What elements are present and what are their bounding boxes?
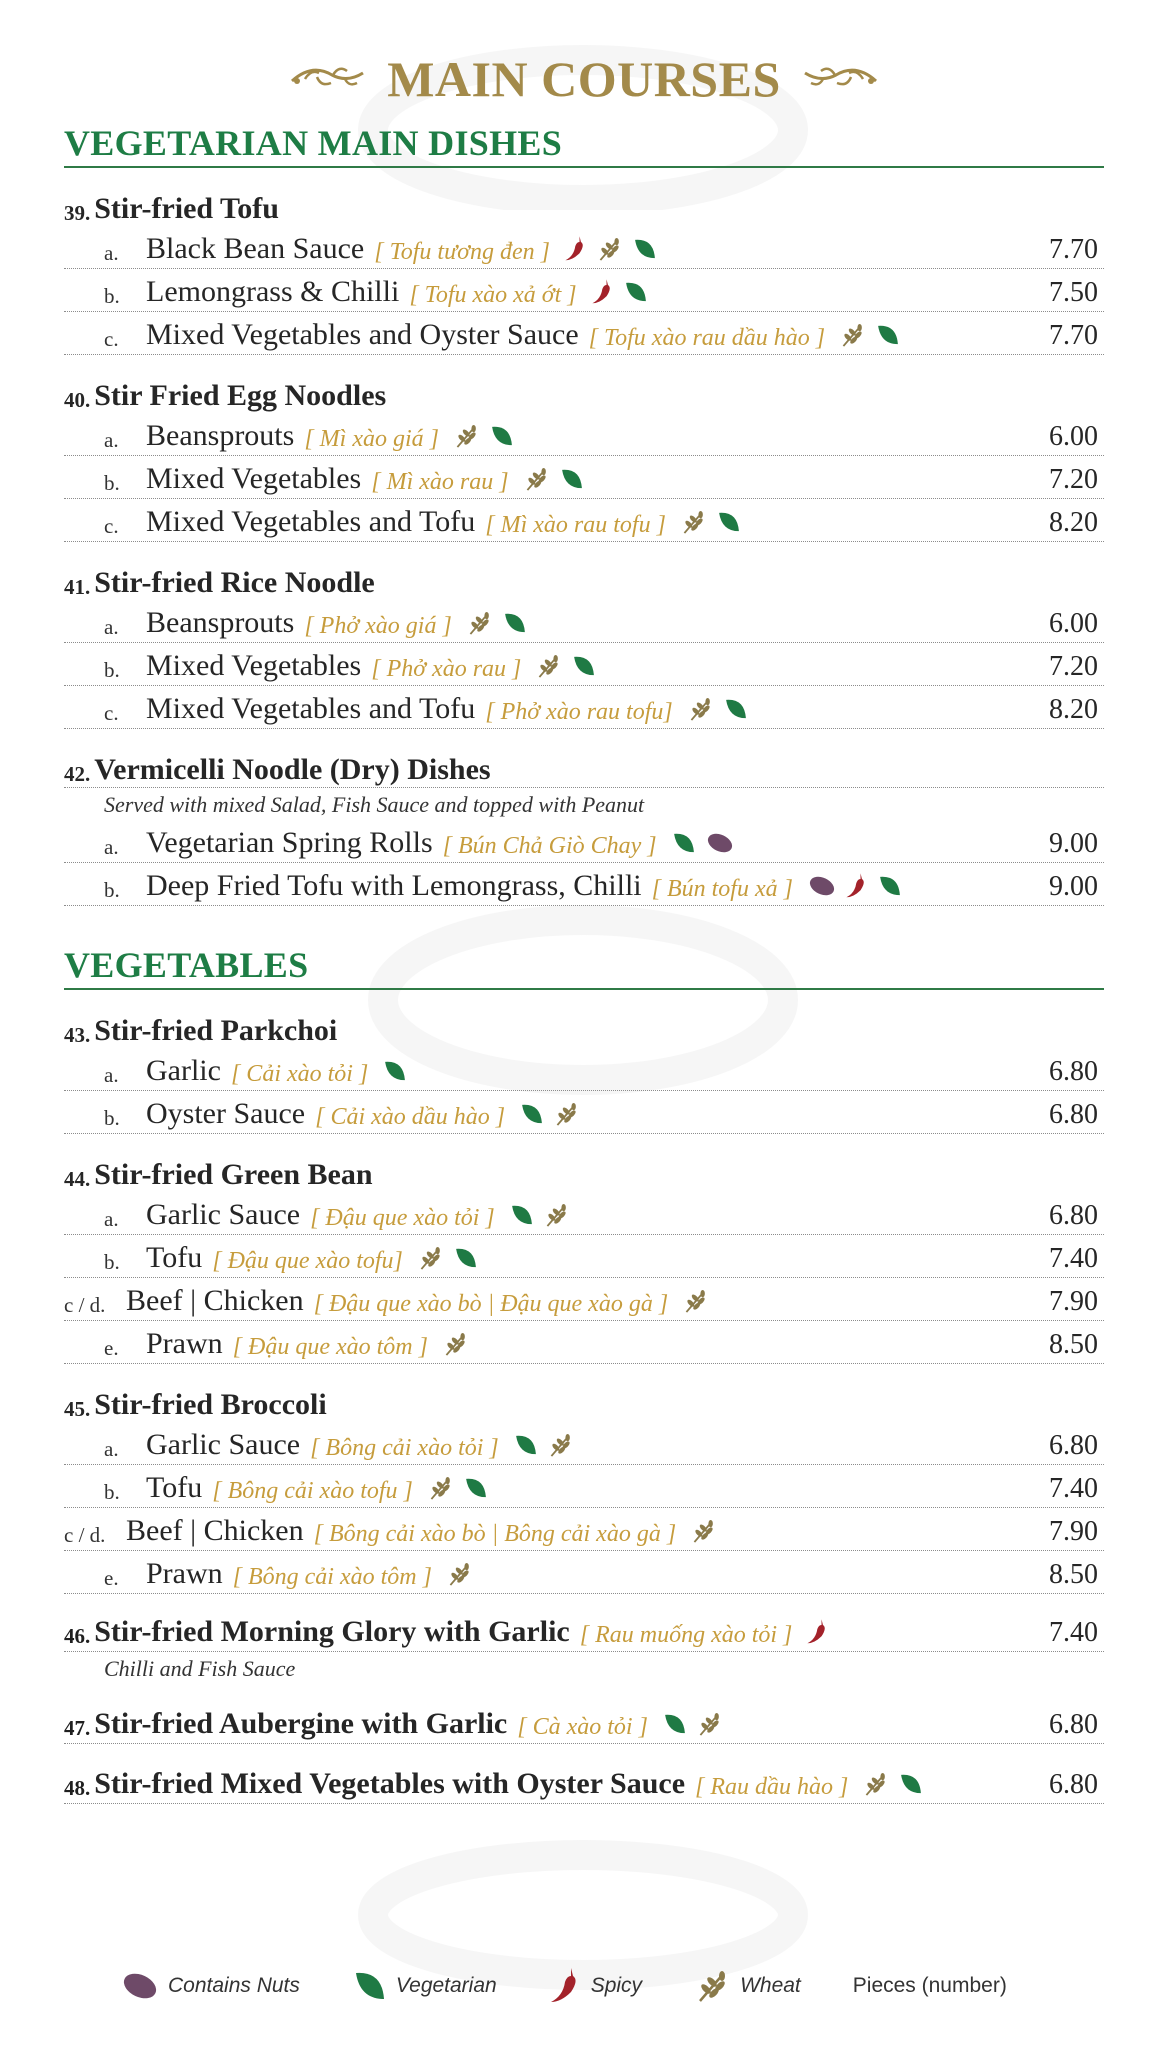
group-note: Served with mixed Salad, Fish Sauce and topped with Peanut (104, 792, 645, 817)
wheat-icon (680, 508, 708, 536)
menu-group (64, 556, 1104, 729)
item-name: Garlic (146, 1054, 221, 1087)
menu-item-row (64, 413, 1104, 456)
vegetarian-icon (662, 1712, 688, 1736)
wheat-icon (596, 235, 624, 263)
vietnamese-name: [ Bông cải xào tofu ] (212, 1478, 413, 1504)
dietary-icons (671, 824, 735, 856)
vegetarian-icon (453, 1246, 479, 1270)
menu-item-row (64, 820, 1104, 863)
menu-header (64, 44, 1104, 114)
item-price: 7.90 (1049, 1516, 1098, 1547)
dietary-icons (839, 315, 901, 349)
vegetarian-icon (623, 280, 649, 304)
item-name: Beansprouts (146, 419, 295, 452)
dietary-icons (523, 459, 585, 493)
item-label: b. (104, 1480, 120, 1504)
group-title (64, 556, 1104, 600)
item-name: Mixed Vegetables (146, 462, 362, 495)
dietary-icons (519, 1094, 581, 1128)
item-number: 40. (64, 388, 91, 412)
item-price: 6.80 (1049, 1769, 1098, 1800)
ornament-right-icon (801, 59, 881, 99)
menu-item-row (64, 1551, 1104, 1594)
item-name: Stir-fried Morning Glory with Garlic (94, 1615, 570, 1648)
item-name: Mixed Vegetables and Oyster Sauce (146, 318, 579, 351)
menu-item-row (64, 1321, 1104, 1364)
group-title (64, 1004, 1104, 1048)
menu-item-row (64, 1508, 1104, 1551)
legend-wheat (694, 1967, 801, 2005)
group-name: Stir-fried Rice Noodle (94, 566, 375, 599)
legend-vegetarian (352, 1969, 497, 2003)
item-price: 8.20 (1049, 694, 1098, 725)
item-label: a. (104, 1063, 119, 1087)
vegetarian-icon (513, 1433, 539, 1457)
dietary-icons (682, 1281, 710, 1315)
vegetarian-icon (382, 1059, 408, 1083)
item-price: 6.80 (1049, 1709, 1098, 1740)
menu-item-row (64, 456, 1104, 499)
item-price: 8.50 (1049, 1559, 1098, 1590)
spicy-icon (564, 234, 588, 264)
item-price: 6.80 (1049, 1099, 1098, 1130)
item-label: b. (104, 471, 120, 495)
group-name: Stir Fried Egg Noodles (94, 379, 387, 412)
dietary-icons (446, 1554, 474, 1588)
menu-group (64, 1608, 1104, 1684)
vietnamese-name: [ Rau muống xào tỏi ] (579, 1622, 793, 1648)
menu-page (64, 44, 1104, 1804)
wheat-icon (446, 1560, 474, 1588)
vietnamese-name: [ Tofu xào rau dầu hào ] (588, 325, 826, 351)
wheat-icon (696, 1710, 724, 1738)
group-name: Stir-fried Green Bean (94, 1158, 373, 1191)
group-name: Stir-fried Parkchoi (94, 1014, 338, 1047)
vegetarian-icon (571, 654, 597, 678)
item-name: Beef | Chicken (126, 1284, 304, 1317)
vietnamese-name: [ Mì xào giá ] (304, 426, 439, 452)
dietary-icons (862, 1764, 924, 1798)
dietary-icons (687, 689, 749, 723)
item-price: 6.80 (1049, 1200, 1098, 1231)
vietnamese-name: [ Cải xào dầu hào ] (315, 1104, 506, 1130)
vietnamese-name: [ Phở xào rau ] (371, 656, 522, 682)
dietary-icons (806, 1611, 830, 1647)
section-heading: VEGETARIAN MAIN DISHES (64, 122, 1104, 168)
item-label: c. (104, 327, 119, 351)
wheat-icon (417, 1244, 445, 1272)
vegetarian-icon (632, 237, 658, 261)
wheat-icon (466, 609, 494, 637)
item-price: 8.20 (1049, 507, 1098, 538)
item-name: Mixed Vegetables and Tofu (146, 692, 476, 725)
dietary-icons (453, 416, 515, 450)
item-label: e. (104, 1336, 119, 1360)
item-price: 7.70 (1049, 320, 1098, 351)
item-price: 7.20 (1049, 464, 1098, 495)
menu-item-row (64, 1608, 1104, 1652)
menu-item-row (64, 1760, 1104, 1804)
wheat-icon (682, 1287, 710, 1315)
page-title: MAIN COURSES (387, 51, 781, 107)
vietnamese-name: [ Bông cải xào tỏi ] (310, 1435, 499, 1461)
dietary-icons (690, 1511, 718, 1545)
item-name: Beansprouts (146, 606, 295, 639)
vietnamese-name: [ Bông cải xào tôm ] (232, 1564, 432, 1590)
vietnamese-name: [ Cải xào tỏi ] (230, 1061, 369, 1087)
legend-spicy (549, 1966, 642, 2006)
menu-group (64, 369, 1104, 542)
item-price: 7.50 (1049, 277, 1098, 308)
item-price: 6.00 (1049, 608, 1098, 639)
spicy-icon (549, 1966, 583, 2006)
item-label: a. (104, 1207, 119, 1231)
dietary-icons (442, 1324, 470, 1358)
vietnamese-name: [ Bún tofu xả ] (651, 876, 793, 902)
legend-wheat-label: Wheat (740, 1974, 801, 1997)
menu-group (64, 182, 1104, 355)
item-price: 7.90 (1049, 1286, 1098, 1317)
vegetarian-icon (509, 1203, 535, 1227)
nut-icon (705, 830, 735, 856)
legend-nuts (120, 1969, 300, 2003)
dietary-icons (591, 271, 649, 307)
item-label: a. (104, 428, 119, 452)
item-name: Deep Fried Tofu with Lemongrass, Chilli (146, 869, 642, 902)
vietnamese-name: [ Bún Chả Giò Chay ] (442, 833, 657, 859)
item-number: 41. (64, 575, 91, 599)
menu-item-row (64, 1278, 1104, 1321)
group-name: Stir-fried Broccoli (94, 1388, 327, 1421)
item-number: 45. (64, 1397, 91, 1421)
group-title (64, 1378, 1104, 1422)
wheat-icon (442, 1330, 470, 1358)
item-number: 46. (64, 1624, 91, 1648)
section-heading: VEGETABLES (64, 944, 1104, 990)
menu-item-row (64, 226, 1104, 269)
menu-item-row (64, 1235, 1104, 1278)
item-name: Stir-fried Mixed Vegetables with Oyster Sauce (94, 1767, 686, 1800)
item-price: 7.70 (1049, 234, 1098, 265)
dietary-icons (807, 865, 903, 901)
spicy-icon (806, 1617, 830, 1647)
item-label: e. (104, 1566, 119, 1590)
item-price: 7.20 (1049, 651, 1098, 682)
group-title (64, 369, 1104, 413)
legend-nuts-label: Contains Nuts (168, 1974, 300, 1997)
vegetarian-icon (502, 611, 528, 635)
menu-group (64, 1760, 1104, 1804)
item-name: Beef | Chicken (126, 1514, 304, 1547)
item-price: 8.50 (1049, 1329, 1098, 1360)
spicy-icon (845, 871, 869, 901)
group-name: Stir-fried Tofu (94, 192, 279, 225)
item-name: Tofu (146, 1471, 203, 1504)
menu-item-row (64, 1700, 1104, 1744)
dietary-icons (680, 502, 742, 536)
vietnamese-name: [ Mì xào rau tofu ] (485, 512, 666, 538)
group-title (64, 1148, 1104, 1192)
wheat-icon (427, 1474, 455, 1502)
dietary-icons (513, 1425, 575, 1459)
item-name: Stir-fried Aubergine with Garlic (94, 1707, 508, 1740)
item-note: Chilli and Fish Sauce (104, 1656, 296, 1681)
item-price: 6.80 (1049, 1056, 1098, 1087)
item-label: a. (104, 835, 119, 859)
vietnamese-name: [ Đậu que xào tôm ] (232, 1334, 428, 1360)
menu-group (64, 1700, 1104, 1744)
menu-group (64, 1004, 1104, 1134)
menu-item-row (64, 269, 1104, 312)
item-number: 44. (64, 1167, 91, 1191)
item-label: b. (104, 658, 120, 682)
item-label: c / d. (64, 1293, 106, 1317)
dietary-icons (662, 1704, 724, 1738)
dietary-icons (509, 1195, 571, 1229)
wheat-icon (862, 1770, 890, 1798)
vegetarian-icon (898, 1772, 924, 1796)
menu-group (64, 743, 1104, 906)
item-name: Vegetarian Spring Rolls (146, 826, 433, 859)
wheat-icon (453, 422, 481, 450)
item-name: Mixed Vegetables (146, 649, 362, 682)
nut-icon (120, 1969, 160, 2003)
nut-icon (807, 873, 837, 899)
item-price: 9.00 (1049, 871, 1098, 902)
dietary-icons (564, 228, 658, 264)
dietary-icons (382, 1053, 408, 1083)
legend-spicy-label: Spicy (590, 1974, 643, 1997)
item-label: a. (104, 241, 119, 265)
wheat-icon (547, 1431, 575, 1459)
menu-item-row (64, 1048, 1104, 1091)
vegetarian-icon (723, 697, 749, 721)
menu-item-row (64, 1465, 1104, 1508)
item-name: Tofu (146, 1241, 203, 1274)
vietnamese-name: [ Tofu xào xả ớt ] (409, 282, 577, 308)
wheat-icon (553, 1100, 581, 1128)
legend-pieces (853, 1974, 1007, 1998)
item-name: Oyster Sauce (146, 1097, 306, 1130)
menu-item-row (64, 643, 1104, 686)
legend-pieces-label: Pieces (number) (852, 1974, 1007, 1997)
menu-item-row (64, 600, 1104, 643)
item-price: 7.40 (1049, 1243, 1098, 1274)
wheat-icon (523, 465, 551, 493)
item-label: a. (104, 615, 119, 639)
wheat-icon (687, 695, 715, 723)
dietary-icons (427, 1468, 489, 1502)
wheat-icon (543, 1201, 571, 1229)
item-label: b. (104, 1250, 120, 1274)
menu-item-row (64, 1422, 1104, 1465)
item-price: 6.00 (1049, 421, 1098, 452)
dietary-icons (466, 603, 528, 637)
menu-group (64, 1148, 1104, 1364)
vietnamese-name: [ Cà xào tỏi ] (517, 1714, 648, 1740)
vegetarian-icon (877, 874, 903, 898)
group-name: Vermicelli Noodle (Dry) Dishes (94, 753, 491, 786)
item-label: b. (104, 1106, 120, 1130)
vietnamese-name: [ Rau dầu hào ] (695, 1774, 849, 1800)
item-price: 6.80 (1049, 1430, 1098, 1461)
spicy-icon (591, 277, 615, 307)
item-name: Mixed Vegetables and Tofu (146, 505, 476, 538)
vietnamese-name: [ Đậu que xào bò | Đậu que xào gà ] (313, 1291, 669, 1317)
wheat-icon (694, 1967, 732, 2005)
wheat-icon (690, 1517, 718, 1545)
legend-vegetarian-label: Vegetarian (395, 1974, 497, 1997)
vegetarian-icon (519, 1102, 545, 1126)
dietary-icons (417, 1238, 479, 1272)
menu-item-row (64, 1192, 1104, 1235)
item-number: 43. (64, 1023, 91, 1047)
menu-section (64, 122, 1104, 906)
menu-item-row (64, 499, 1104, 542)
menu-item-row (64, 686, 1104, 729)
vietnamese-name: [ Đậu que xào tỏi ] (310, 1205, 495, 1231)
vietnamese-name: [ Phở xào giá ] (304, 613, 452, 639)
item-number: 47. (64, 1716, 91, 1740)
item-number: 42. (64, 762, 91, 786)
item-name: Garlic Sauce (146, 1198, 301, 1231)
vegetarian-icon (875, 323, 901, 347)
item-label: b. (104, 284, 120, 308)
item-price: 7.40 (1049, 1473, 1098, 1504)
item-label: a. (104, 1437, 119, 1461)
menu-item-row (64, 312, 1104, 355)
item-name: Garlic Sauce (146, 1428, 301, 1461)
wheat-icon (839, 321, 867, 349)
item-number: 39. (64, 201, 91, 225)
item-label: c. (104, 701, 119, 725)
item-label: b. (104, 878, 120, 902)
vietnamese-name: [ Phở xào rau tofu] (485, 699, 673, 725)
legend (120, 1966, 1049, 2006)
menu-section (64, 944, 1104, 1804)
item-name: Lemongrass & Chilli (146, 275, 400, 308)
group-title (64, 182, 1104, 226)
vegetarian-icon (671, 831, 697, 855)
vegetarian-icon (489, 424, 515, 448)
item-name: Prawn (146, 1327, 223, 1360)
vegetarian-icon (463, 1476, 489, 1500)
menu-item-row (64, 863, 1104, 906)
vietnamese-name: [ Bông cải xào bò | Bông cải xào gà ] (313, 1521, 677, 1547)
item-label: c / d. (64, 1523, 106, 1547)
item-label: c. (104, 514, 119, 538)
group-title (64, 743, 1104, 788)
vietnamese-name: [ Mì xào rau ] (371, 469, 509, 495)
ornament-left-icon (287, 59, 367, 99)
vietnamese-name: [ Tofu tương đen ] (374, 239, 550, 265)
dietary-icons (535, 646, 597, 680)
vegetarian-icon (559, 467, 585, 491)
item-number: 48. (64, 1776, 91, 1800)
item-price: 9.00 (1049, 828, 1098, 859)
item-name: Black Bean Sauce (146, 232, 365, 265)
vegetarian-icon (716, 510, 742, 534)
menu-item-row (64, 1091, 1104, 1134)
menu-group (64, 1378, 1104, 1594)
vegetarian-icon (352, 1969, 388, 2003)
wheat-icon (535, 652, 563, 680)
item-price: 7.40 (1049, 1617, 1098, 1648)
vietnamese-name: [ Đậu que xào tofu] (212, 1248, 403, 1274)
item-name: Prawn (146, 1557, 223, 1590)
